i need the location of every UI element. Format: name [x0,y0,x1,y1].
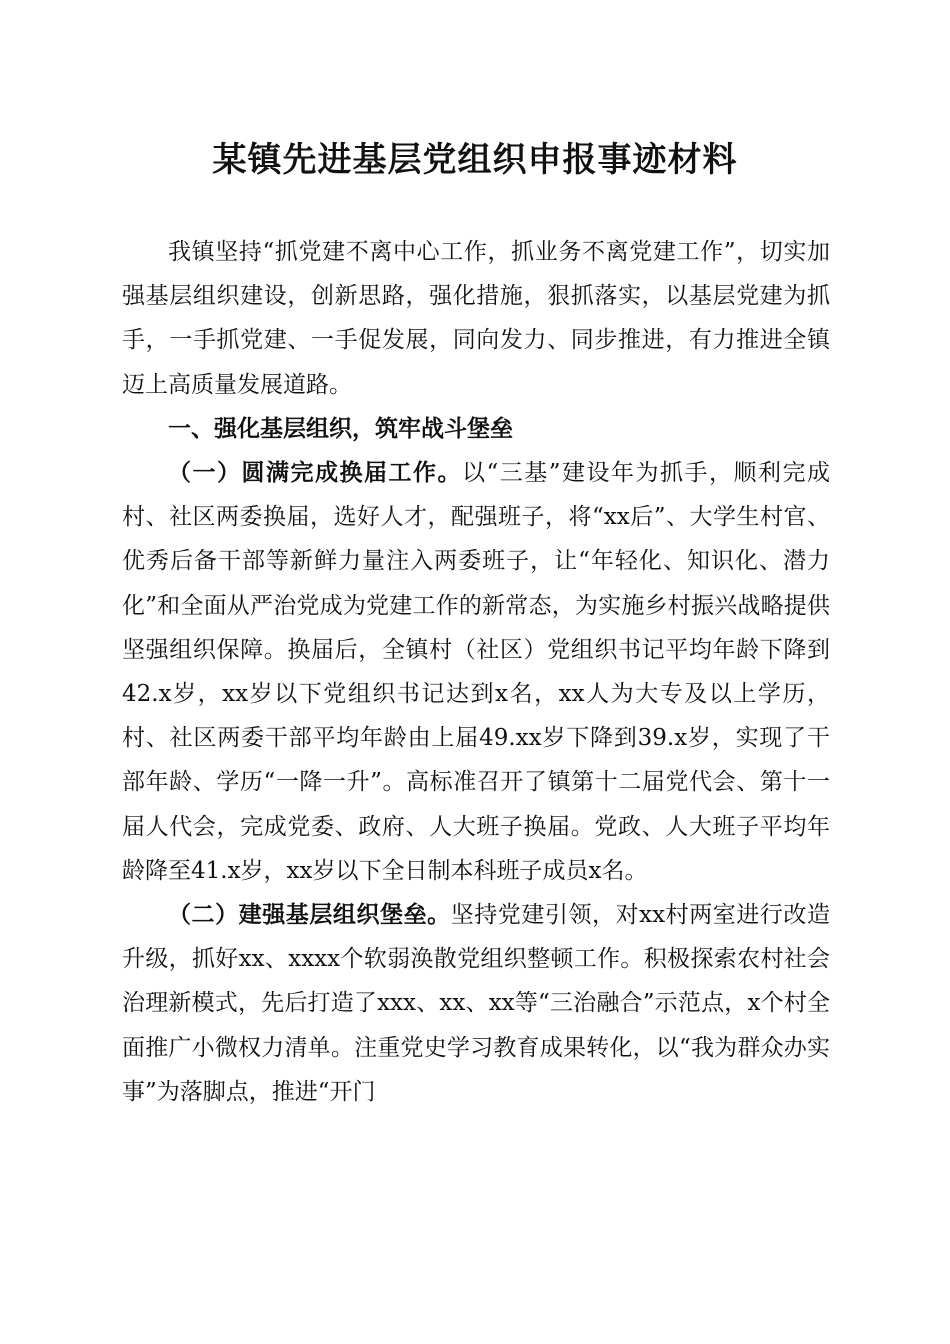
paragraph-item-2 [122,893,830,1114]
intro-paragraph: 我镇坚持“抓党建不离中心工作，抓业务不离党建工作”，切实加强基层组织建设，创新思路，强化措施，狠抓落实，以基层党建为抓手，一手抓党建、一手促发展，同向发力、同步推进，有力推进全镇迈上高质量发展道路。 [122,239,830,398]
document-title: 某镇先进基层党组织申报事迹材料 [212,140,738,180]
item-1-lead: （一）圆满完成换届工作。 [168,459,462,487]
section-heading-1: 一、强化基层组织，筑牢战斗堡垒 [168,415,513,442]
item-2-text: 坚持党建引领，对xx村两室进行改造升级，抓好xx、xxxx个软弱涣散党组织整顿工作。积极探索农村社会治理新模式，先后打造了xxx、xx、xx等“三治融合”示范点，x个村全面推广小微权力清单。注重党史学习教育成果转化，以“我为群众办实事”为落脚点，推进“开门 [122,902,830,1105]
item-1-text: 以“三基”建设年为抓手，顺利完成村、社区两委换届，选好人才，配强班子，将“xx后”、大学生村官、优秀后备干部等新鲜力量注入两委班子，让“年轻化、知识化、潜力化”和全面从严治党成为党建工作的新常态，为实施乡村振兴战略提供坚强组织保障。换届后，全镇村（社区）党组织书记平均年龄下降到42.x岁，xx岁以下党组织书记达到x名，xx人为大专及以上学历，村、社区两委干部平均年龄由上届49.xx岁下降到39.x岁，实现了干部年龄、学历“一降一升”。高标准召开了镇第十二届党代会、第十一届人代会，完成党委、政府、人大班子换届。党政、人大班子平均年龄降至41.x岁，xx岁以下全日制本科班子成员x名。 [122,460,830,884]
item-2-lead: （二）建强基层组织堡垒。 [168,901,451,929]
paragraph-item-1 [122,451,830,893]
document-body [122,230,830,1114]
